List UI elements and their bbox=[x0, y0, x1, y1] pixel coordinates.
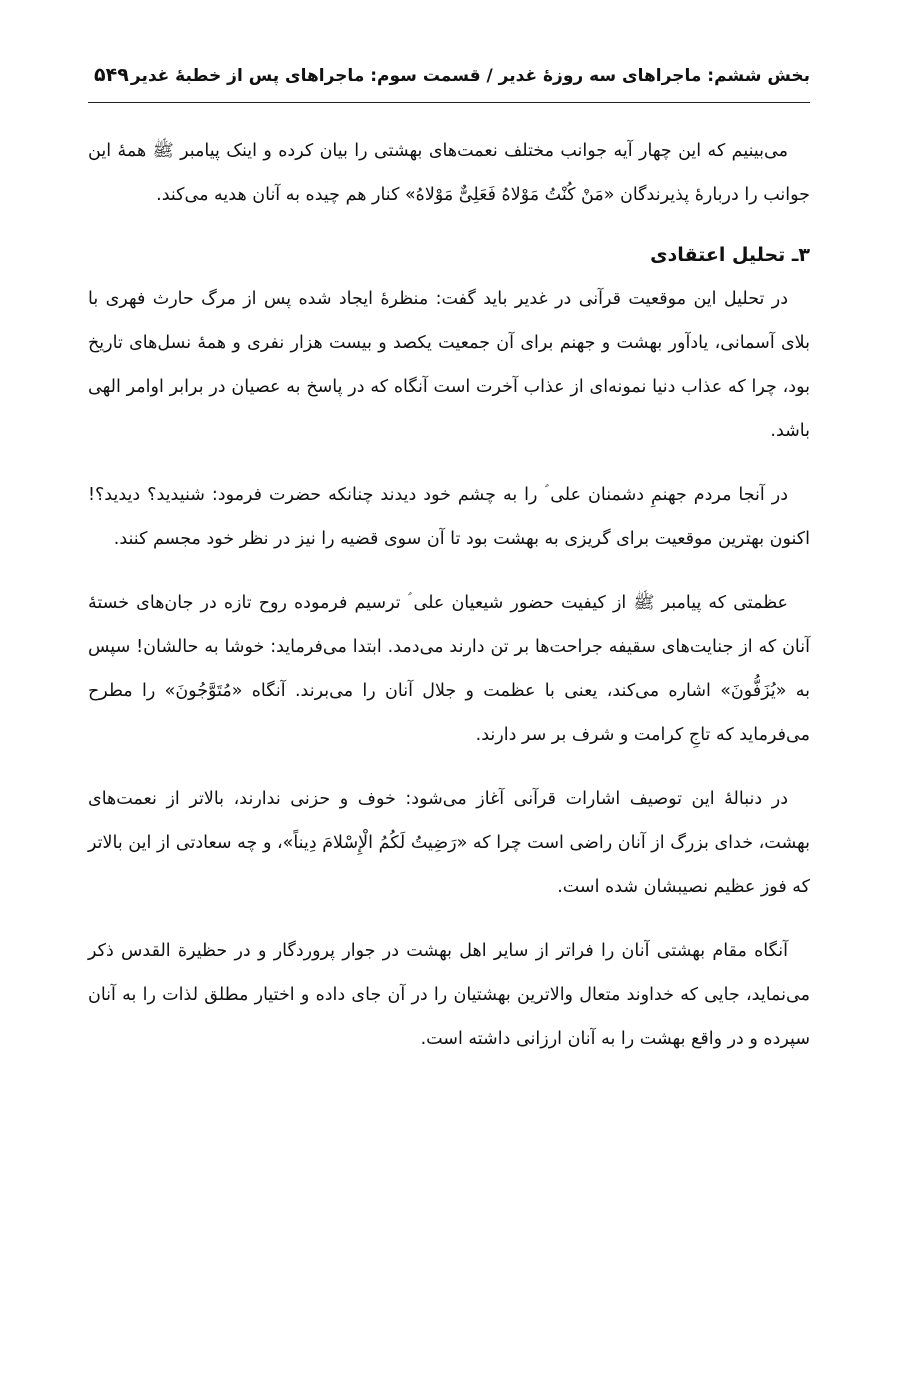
paragraph: آنگاه مقام بهشتی آنان را فراتر از سایر اهل بهشت در جوار پروردگار و در حظیرة القدس ذکر می‌نماید، جایی که خداوند متعال والاترین بهشتیان را در آن جای داده و اختیار مطلق لذات را به آنان سپرده و در واقع بهشت را به آنان ارزانی داشته است. bbox=[88, 941, 810, 1050]
paragraph: در تحلیل این موقعیت قرآنی در غدیر باید گفت: منظرهٔ ایجاد شده پس از مرگ حارث فهری با بلای آسمانی، یادآور بهشت و جهنم برای آن جمعیت یکصد و بیست هزار نفری و همهٔ نسل‌های تاریخ بود، چرا که عذاب دنیا نمونه‌ای از عذاب آخرت است آنگاه که در پاسخ به عصیان در برابر اوامر الهی باشد. bbox=[88, 289, 810, 442]
page-number: ۵۴۹ bbox=[94, 64, 129, 86]
running-head bbox=[88, 60, 810, 103]
paragraph: در دنبالهٔ این توصیف اشارات قرآنی آغاز می‌شود: خوف و حزنی ندارند، بالاتر از نعمت‌های بهشت، خدای بزرگ از آنان راضی است چرا که «رَضِیتُ لَکُمُ الْإِسْلامَ دِیناً»، و چه سعادتی از این بالاتر که فوز عظیم نصیبشان شده است. bbox=[88, 789, 810, 898]
paragraph-intro: می‌بینیم که این چهار آیه جوانب مختلف نعمت‌های بهشتی را بیان کرده و اینک پیامبر ﷺ همهٔ این جوانب را دربارهٔ پذیرندگان «مَنْ کُنْتُ مَوْلاهُ فَعَلِیٌّ مَوْلاهُ» کنار هم چیده به آنان هدیه می‌کند. bbox=[88, 141, 810, 206]
body-text bbox=[88, 129, 810, 1061]
running-head-title: بخش ششم: ماجراهای سه روزهٔ غدیر / قسمت سوم: ماجراهای پس از خطبهٔ غدیر bbox=[130, 66, 810, 86]
paragraph: عظمتی که پیامبر ﷺ از کیفیت حضور شیعیان علی ؑ ترسیم فرموده روح تازه در جان‌های خستهٔ آنان که از جنایت‌های سقیفه جراحت‌ها بر تن دارند می‌دمد. ابتدا می‌فرماید: خوشا به حالشان! سپس به «یُزَفُّونَ» اشاره می‌کند، یعنی با عظمت و جلال آنان را می‌برند. آنگاه «مُتَوَّجُونَ» را مطرح می‌فرماید که تاجِ کرامت و شرف بر سر دارند. bbox=[88, 593, 810, 746]
book-page bbox=[88, 60, 810, 1081]
paragraph: در آنجا مردم جهنمِ دشمنان علی ؑ را به چشم خود دیدند چنانکه حضرت فرمود: شنیدید؟ دیدید؟! اکنون بهترین موقعیت برای گریزی به بهشت بود تا آن سوی قضیه را نیز در نظر خود مجسم کنند. bbox=[88, 485, 810, 550]
section-heading: ۳ـ تحلیل اعتقادی bbox=[650, 244, 810, 267]
